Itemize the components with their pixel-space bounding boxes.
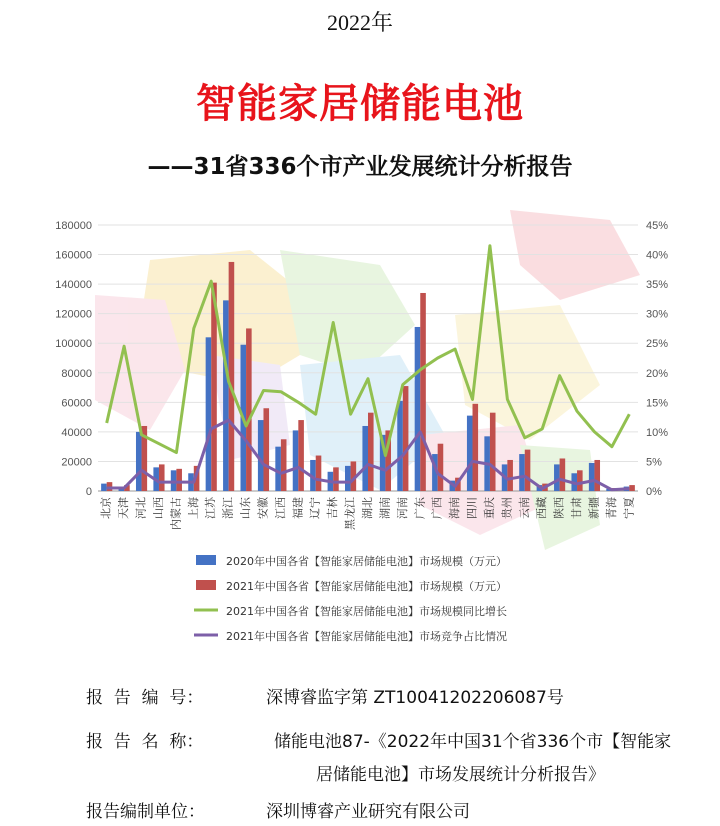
bar xyxy=(263,408,269,491)
bar xyxy=(589,463,595,491)
bar xyxy=(519,454,525,491)
bar xyxy=(345,466,351,491)
bar xyxy=(467,416,473,491)
y-tick-label: 180000 xyxy=(55,220,92,232)
x-tick-label: 天津 xyxy=(117,497,131,519)
x-tick-label: 河北 xyxy=(134,497,148,519)
legend-swatch xyxy=(196,555,216,565)
y-tick-label: 80000 xyxy=(61,367,92,380)
x-tick-label: 辽宁 xyxy=(308,497,322,519)
bar xyxy=(554,464,560,491)
x-tick-label: 山东 xyxy=(239,497,253,519)
report-number-label: 报 告 编 号： xyxy=(86,688,204,708)
bar xyxy=(362,426,368,491)
bar xyxy=(507,460,513,491)
x-tick-label: 广西 xyxy=(430,497,444,519)
y-tick-label: 0 xyxy=(85,486,92,498)
y-tick-label: 60000 xyxy=(61,397,92,410)
bar xyxy=(438,444,444,491)
x-tick-label: 江苏 xyxy=(204,497,218,519)
bar xyxy=(223,300,229,491)
report-name-label: 报 告 名 称： xyxy=(86,732,204,752)
x-tick-label: 内蒙古 xyxy=(169,497,183,530)
y-axis-left xyxy=(55,220,92,498)
bar xyxy=(281,439,287,491)
x-tick-label: 吉林 xyxy=(326,497,340,519)
x-tick-label: 宁夏 xyxy=(622,497,636,519)
legend-label: 2021年中国各省【智能家居储能电池】市场竞争占比情况 xyxy=(226,630,507,643)
bar xyxy=(298,420,304,491)
x-tick-label: 新疆 xyxy=(587,497,601,519)
bar xyxy=(629,485,635,491)
x-tick-label: 福建 xyxy=(291,497,305,519)
province-market-chart xyxy=(0,205,720,670)
bar xyxy=(368,413,374,491)
x-tick-label: 湖北 xyxy=(361,497,374,519)
x-tick-label: 贵州 xyxy=(500,497,514,519)
y-tick-label: 120000 xyxy=(55,308,92,321)
y2-tick-label: 15% xyxy=(646,397,669,410)
bar xyxy=(293,430,299,491)
chart-legend xyxy=(194,554,507,643)
legend-label: 2021年中国各省【智能家居储能电池】市场规模（万元） xyxy=(226,580,507,593)
bar xyxy=(229,262,235,491)
y2-tick-label: 5% xyxy=(646,456,662,469)
y2-tick-label: 40% xyxy=(646,249,669,262)
report-number-value: 深博睿监字第 ZT10041202206087号 xyxy=(266,688,564,708)
bar xyxy=(275,447,281,491)
bar xyxy=(246,328,252,491)
x-tick-label: 重庆 xyxy=(482,497,496,519)
x-tick-label: 四川 xyxy=(465,497,479,519)
y2-tick-label: 20% xyxy=(646,367,669,380)
bar xyxy=(403,386,409,491)
x-tick-label: 陕西 xyxy=(552,497,566,519)
y-axis-right xyxy=(646,220,668,498)
x-tick-label: 云南 xyxy=(517,497,531,519)
report-unit-label: 报告编制单位： xyxy=(86,802,205,822)
x-tick-label: 北京 xyxy=(99,497,113,519)
bar xyxy=(101,484,107,491)
x-tick-label: 黑龙江 xyxy=(343,497,357,530)
report-unit-value: 深圳博睿产业研究有限公司 xyxy=(266,802,470,822)
legend-label: 2021年中国各省【智能家居储能电池】市场规模同比增长 xyxy=(226,605,507,618)
y-tick-label: 40000 xyxy=(61,426,92,439)
y2-tick-label: 45% xyxy=(646,220,669,232)
bar xyxy=(577,470,583,491)
y2-tick-label: 25% xyxy=(646,338,669,351)
y-tick-label: 20000 xyxy=(61,456,92,469)
bar xyxy=(136,432,142,491)
bar xyxy=(397,401,403,491)
x-tick-label: 浙江 xyxy=(221,497,235,519)
x-tick-label: 海南 xyxy=(448,497,462,519)
y2-tick-label: 35% xyxy=(646,279,669,292)
bar xyxy=(594,460,600,491)
bar xyxy=(490,413,496,491)
legend-swatch xyxy=(196,580,216,590)
report-name-value-line2: 居储能电池】市场发展统计分析报告》 xyxy=(316,765,605,785)
bar xyxy=(525,450,531,491)
x-tick-label: 安徽 xyxy=(256,497,270,519)
y-tick-label: 160000 xyxy=(55,249,92,262)
x-tick-label: 湖南 xyxy=(378,497,392,519)
y-tick-label: 100000 xyxy=(55,338,92,351)
x-tick-label: 甘肃 xyxy=(570,497,584,519)
bar xyxy=(159,464,165,491)
legend-label: 2020年中国各省【智能家居储能电池】市场规模（万元） xyxy=(226,555,507,568)
y2-tick-label: 30% xyxy=(646,308,669,321)
bar xyxy=(176,469,182,491)
bar xyxy=(333,467,339,491)
x-tick-label: 河南 xyxy=(395,497,409,519)
bar xyxy=(420,293,426,491)
bar xyxy=(560,458,566,491)
bar xyxy=(206,337,212,491)
x-tick-label: 青海 xyxy=(604,497,618,519)
x-tick-label: 山西 xyxy=(151,497,165,519)
x-tick-label: 上海 xyxy=(186,497,200,519)
x-tick-label: 广东 xyxy=(413,497,427,519)
bar xyxy=(316,456,322,491)
bar xyxy=(473,404,479,491)
x-tick-label: 西藏 xyxy=(535,497,549,519)
x-tick-label: 江西 xyxy=(273,497,287,519)
y-tick-label: 140000 xyxy=(55,279,92,292)
report-subtitle: ——31省336个市产业发展统计分析报告 xyxy=(147,154,573,180)
report-name-value-line1: 储能电池87-《2022年中国31个省336个市【智能家 xyxy=(274,732,672,752)
y2-tick-label: 10% xyxy=(646,426,669,439)
report-year: 2022年 xyxy=(326,10,393,35)
bar xyxy=(415,327,421,491)
report-title: 智能家居储能电池 xyxy=(196,81,524,127)
y2-tick-label: 0% xyxy=(646,486,662,498)
